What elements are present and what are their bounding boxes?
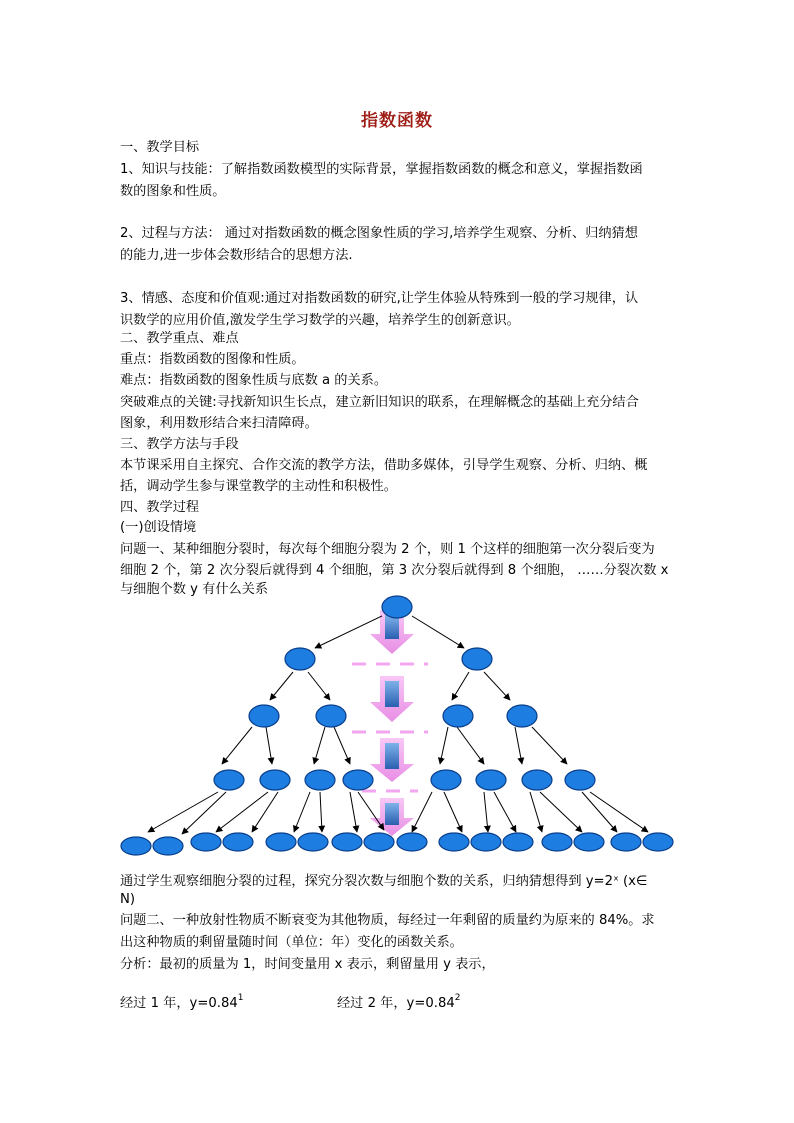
cell-gen3 bbox=[522, 770, 552, 790]
text-line: 分析：最初的质量为 1，时间变量用 x 表示，剩留量用 y 表示， bbox=[120, 957, 495, 972]
cell-gen2 bbox=[316, 705, 346, 727]
year2-formula: 经过 2 年，$y=0.84^2$ bbox=[337, 993, 461, 1011]
page-title: 指数函数 bbox=[361, 111, 433, 131]
cell-gen1 bbox=[462, 648, 492, 670]
cell-gen4 bbox=[266, 833, 296, 851]
cell-gen4 bbox=[298, 833, 328, 851]
text-line: 问题一、某种细胞分裂时，每次每个细胞分裂为 2 个，则 1 个这样的细胞第一次分裂后变为 bbox=[120, 542, 655, 557]
text-line: 2、过程与方法： 通过对指数函数的概念图象性质的学习,培养学生观察、分析、归纳猜想 bbox=[120, 226, 638, 241]
cell-gen4 bbox=[611, 833, 641, 851]
text-line: 括，调动学生参与课堂教学的主动性和积极性。 bbox=[120, 479, 397, 494]
year1-formula: 经过 1 年，$y=0.84^1$ bbox=[120, 993, 244, 1011]
cell-gen4 bbox=[364, 833, 394, 851]
cell-gen4 bbox=[121, 837, 151, 855]
text-line: 重点：指数函数的图像和性质。 bbox=[120, 352, 305, 367]
cell-gen3 bbox=[305, 770, 335, 790]
text-line: 3、情感、态度和价值观:通过对指数函数的研究,让学生体验从特殊到一般的学习规律，认 bbox=[120, 291, 639, 306]
text-line: 一、教学目标 bbox=[120, 140, 200, 155]
text-line: 细胞 2 个，第 2 次分裂后就得到 4 个细胞，第 3 次分裂后就得到 8 个细胞， ……分裂次数 x bbox=[120, 563, 669, 578]
cell-gen3 bbox=[343, 770, 373, 790]
cell-gen4 bbox=[471, 833, 501, 851]
text-line: 1、知识与技能：了解指数函数模型的实际背景，掌握指数函数的概念和意义，掌握指数函 bbox=[120, 162, 643, 177]
cell-gen3 bbox=[214, 770, 244, 790]
text-line: 二、教学重点、难点 bbox=[120, 331, 239, 346]
text-line: 识数学的应用价值,激发学生学习数学的兴趣，培养学生的创新意识。 bbox=[120, 313, 520, 328]
cell-gen2 bbox=[249, 705, 279, 727]
down-arrow-icon bbox=[370, 798, 414, 836]
text-line: 通过学生观察细胞分裂的过程，探究分裂次数与细胞个数的关系，归纳猜想得到 y=2ˣ (x∈ bbox=[120, 874, 648, 889]
cell-gen3 bbox=[260, 770, 290, 790]
text-line: 三、教学方法与手段 bbox=[120, 437, 239, 452]
text-line: (一)创设情境 bbox=[120, 520, 197, 535]
text-line: 问题二、一种放射性物质不断衰变为其他物质，每经过一年剩留的质量约为原来的 84%。求 bbox=[120, 913, 655, 928]
down-arrow-icon bbox=[370, 676, 414, 722]
cell-gen0 bbox=[382, 596, 412, 618]
text-line: 数的图象和性质。 bbox=[120, 184, 226, 199]
cell-gen2 bbox=[443, 705, 473, 727]
down-arrow-icon bbox=[370, 738, 414, 782]
cell-gen4 bbox=[574, 833, 604, 851]
cell-gen4 bbox=[332, 833, 362, 851]
cell-gen4 bbox=[643, 833, 673, 851]
cell-gen4 bbox=[542, 833, 572, 851]
text-line: 图象，利用数形结合来扫清障碍。 bbox=[120, 416, 318, 431]
cell-gen4 bbox=[191, 833, 221, 851]
text-line: 的能力,进一步体会数形结合的思想方法. bbox=[120, 248, 353, 263]
text-line: 四、教学过程 bbox=[120, 500, 200, 515]
text-line: 与细胞个数 y 有什么关系 bbox=[120, 582, 269, 597]
text-line: 出这种物质的剩留量随时间（单位：年）变化的函数关系。 bbox=[120, 935, 463, 950]
cell-gen4 bbox=[503, 833, 533, 851]
cell-gen3 bbox=[565, 770, 595, 790]
cell-division-diagram bbox=[112, 592, 682, 860]
cell-gen4 bbox=[153, 837, 183, 855]
cell-gen4 bbox=[223, 833, 253, 851]
text-line: 突破难点的关键:寻找新知识生长点，建立新旧知识的联系，在理解概念的基础上充分结合 bbox=[120, 395, 639, 410]
division-step-arrows bbox=[370, 610, 414, 836]
cell-gen2 bbox=[507, 705, 537, 727]
cell-gen4 bbox=[439, 833, 469, 851]
cell-gen3 bbox=[431, 770, 461, 790]
text-line: 本节课采用自主探究、合作交流的教学方法，借助多媒体，引导学生观察、分析、归纳、概 bbox=[120, 458, 648, 473]
cell-gen4 bbox=[397, 833, 427, 851]
cell-gen1 bbox=[285, 648, 315, 670]
text-line: 难点：指数函数的图象性质与底数 a 的关系。 bbox=[120, 373, 388, 388]
cell-gen3 bbox=[476, 770, 506, 790]
text-line: N) bbox=[120, 892, 136, 907]
